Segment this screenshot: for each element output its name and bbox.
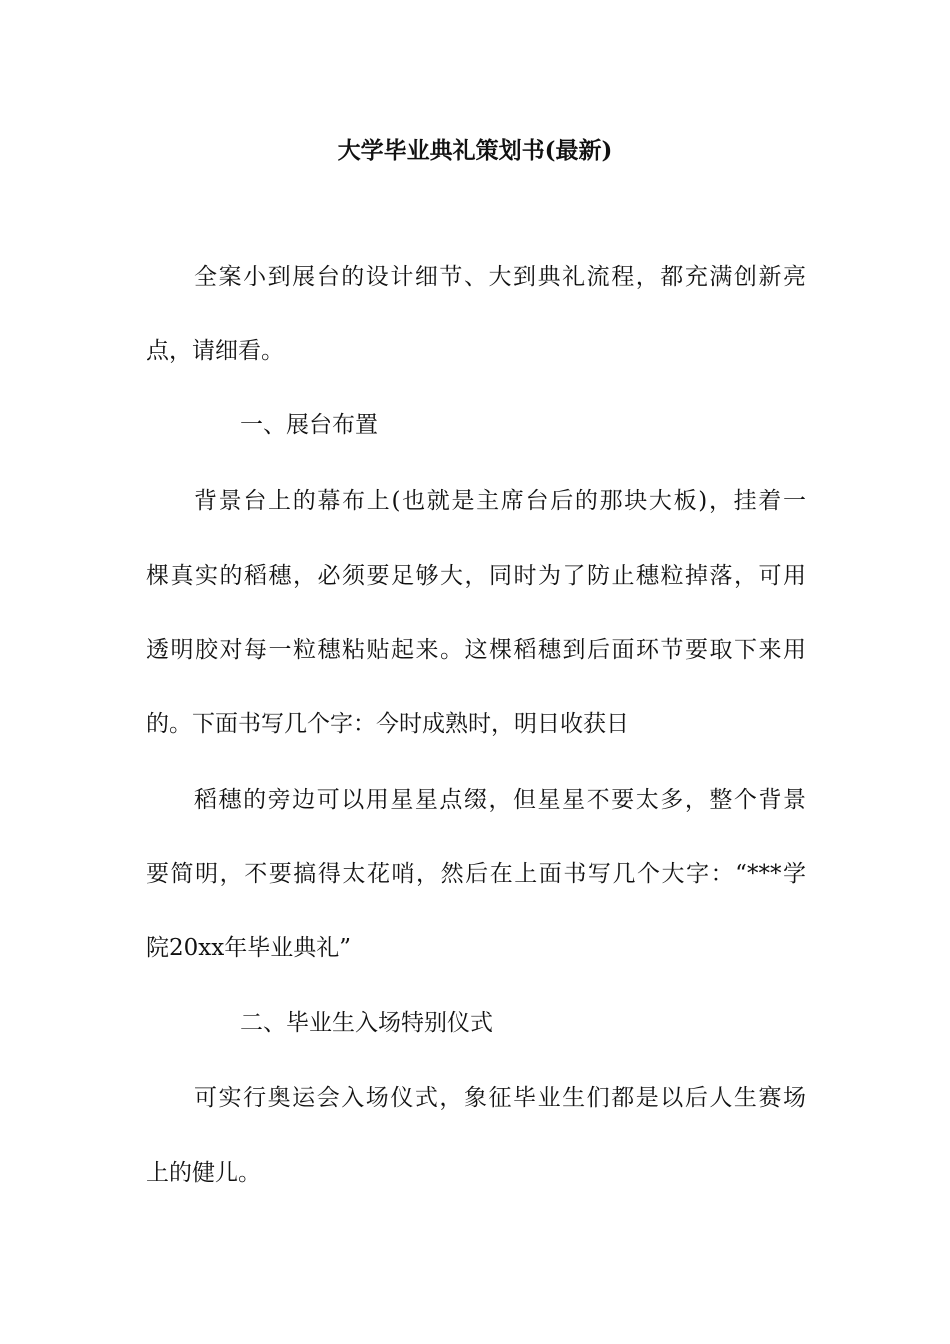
section-heading: 二、毕业生入场特别仪式: [240, 1010, 493, 1036]
paragraph-line: 稻穗的旁边可以用星星点缀，但星星不要太多，整个背景: [194, 787, 806, 813]
paragraph-line: 全案小到展台的设计细节、大到典礼流程，都充满创新亮: [194, 264, 806, 290]
paragraph-line: 透明胶对每一粒穗粘贴起来。这棵稻穗到后面环节要取下来用: [146, 637, 806, 663]
paragraph-line: 点，请细看。: [146, 338, 284, 364]
paragraph-line: 的。下面书写几个字：今时成熟时，明日收获日: [146, 711, 629, 737]
section-heading: 一、展台布置: [240, 412, 378, 438]
document-title: 大学毕业典礼策划书(最新): [337, 137, 613, 164]
paragraph-line: 背景台上的幕布上(也就是主席台后的那块大板)，挂着一: [194, 488, 806, 514]
paragraph-line: 上的健儿。: [146, 1160, 261, 1186]
paragraph-line: 要简明，不要搞得太花哨，然后在上面书写几个大字：“***学: [146, 861, 806, 887]
paragraph-line: 可实行奥运会入场仪式，象征毕业生们都是以后人生赛场: [194, 1085, 806, 1111]
paragraph-line: 院20xx年毕业典礼”: [146, 935, 351, 961]
paragraph-line: 棵真实的稻穗，必须要足够大，同时为了防止穗粒掉落，可用: [146, 563, 806, 589]
